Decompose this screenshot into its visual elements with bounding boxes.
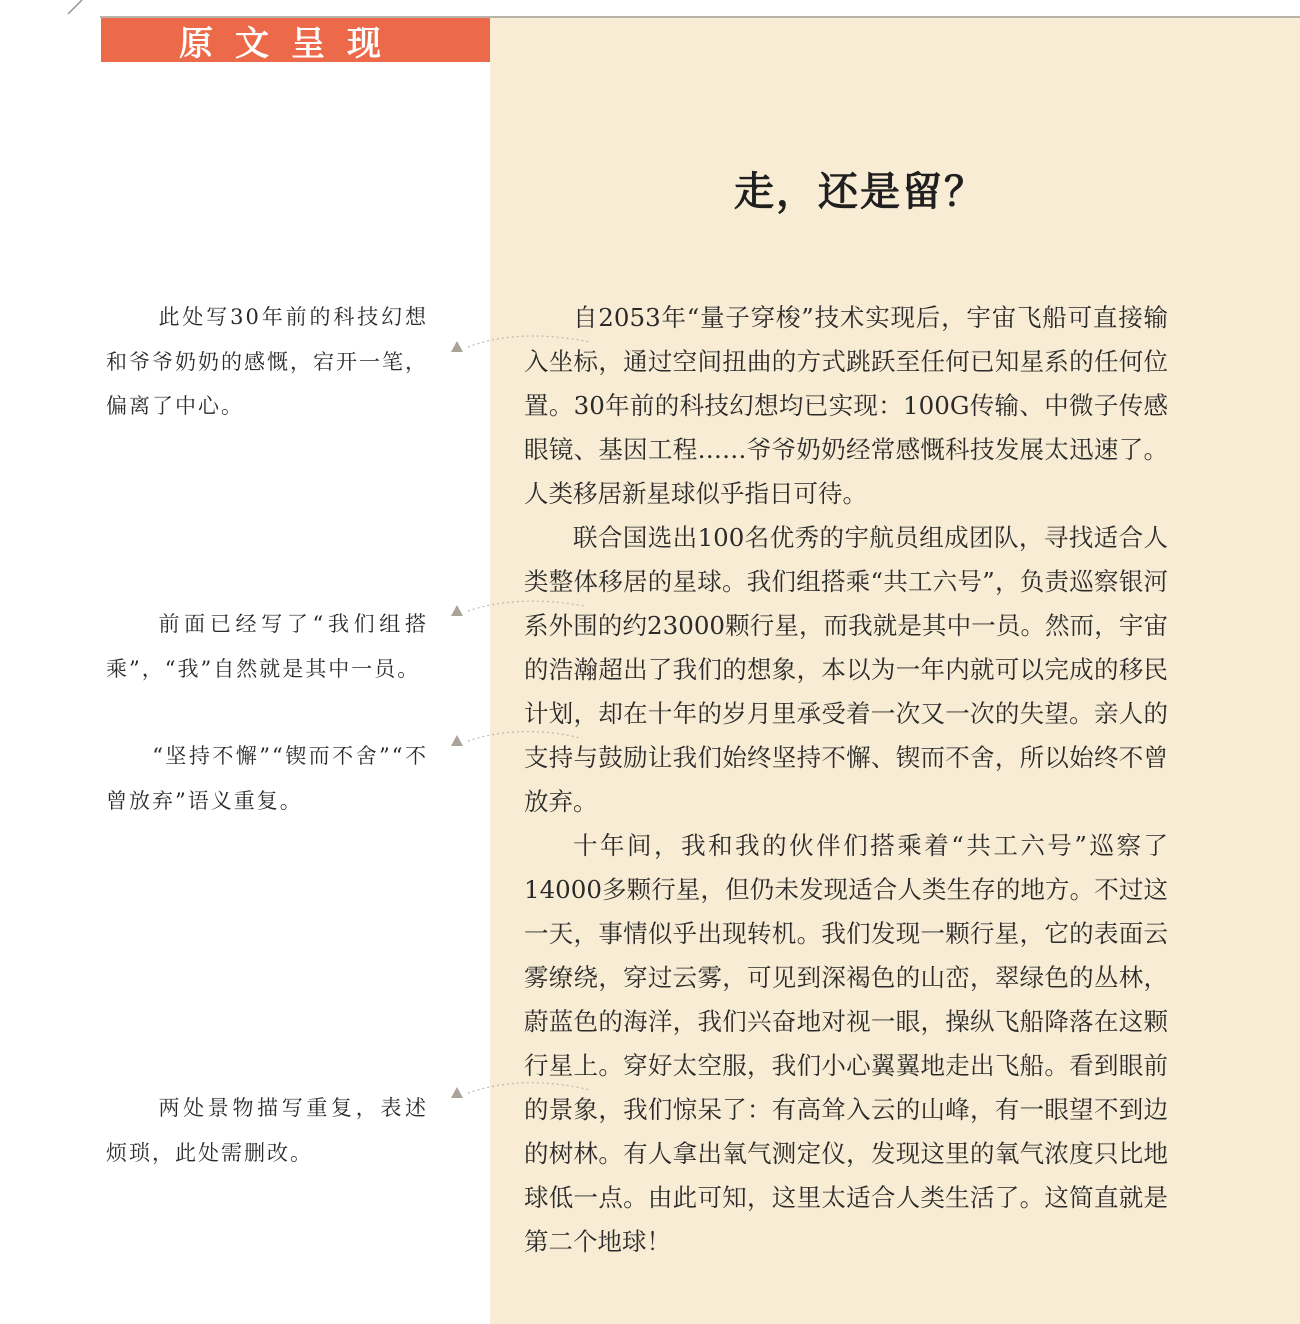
annotation-note: [106, 295, 428, 429]
pointer-arrow-icon: [451, 1087, 463, 1098]
section-tag-label: 原文呈现: [179, 23, 403, 64]
essay-paragraph: 自2053年“量子穿梭”技术实现后，宇宙飞船可直接输入坐标，通过空间扭曲的方式跳跃至任何已知星系的任何位置。30年前的科技幻想均已实现：100G传输、中微子传感眼镜、基因工程……爷爷奶奶经常感慨科技发展太迅速了。人类移居新星球似乎指日可待。: [524, 303, 1168, 508]
pointer-arrow-icon: [451, 341, 463, 352]
pointer-arrow-icon: [451, 605, 463, 616]
section-tag: [101, 18, 490, 62]
essay-title: 走，还是留？: [734, 168, 986, 215]
pointer-arrow-icon: [451, 735, 463, 746]
annotation-note: [106, 734, 428, 823]
annotation-text: “坚持不懈”“锲而不舍”“不曾放弃”语义重复。: [106, 744, 428, 813]
essay-paragraph: 联合国选出100名优秀的宇航员组成团队，寻找适合人类整体移居的星球。我们组搭乘“共工六号”，负责巡察银河系外围的约23000颗行星，而我就是其中一员。然而，宇宙的浩瀚超出了我们的想象，本以为一年内就可以完成的移民计划，却在十年的岁月里承受着一次又一次的失望。亲人的支持与鼓励让我们始终坚持不懈、锲而不舍，所以始终不曾放弃。: [524, 523, 1168, 816]
essay-paragraph: 十年间，我和我的伙伴们搭乘着“共工六号”巡察了14000多颗行星，但仍未发现适合人类生存的地方。不过这一天，事情似乎出现转机。我们发现一颗行星，它的表面云雾缭绕，穿过云雾，可见到深褐色的山峦，翠绿色的丛林，蔚蓝色的海洋，我们兴奋地对视一眼，操纵飞船降落在这颗行星上。穿好太空服，我们小心翼翼地走出飞船。看到眼前的景象，我们惊呆了：有高耸入云的山峰，有一眼望不到边的树林。有人拿出氧气测定仪，发现这里的氧气浓度只比地球低一点。由此可知，这里太适合人类生活了。这简直就是第二个地球！: [524, 831, 1168, 1256]
annotation-note: [106, 602, 428, 691]
essay-body: [524, 296, 1168, 1264]
annotation-text: 两处景物描写重复，表述烦琐，此处需删改。: [106, 1096, 428, 1165]
corner-slash-decoration: [0, 0, 110, 20]
annotation-note: [106, 1086, 428, 1175]
annotation-text: 前面已经写了“我们组搭乘”，“我”自然就是其中一员。: [106, 612, 428, 681]
annotation-text: 此处写30年前的科技幻想和爷爷奶奶的感慨，宕开一笔，偏离了中心。: [106, 305, 428, 418]
